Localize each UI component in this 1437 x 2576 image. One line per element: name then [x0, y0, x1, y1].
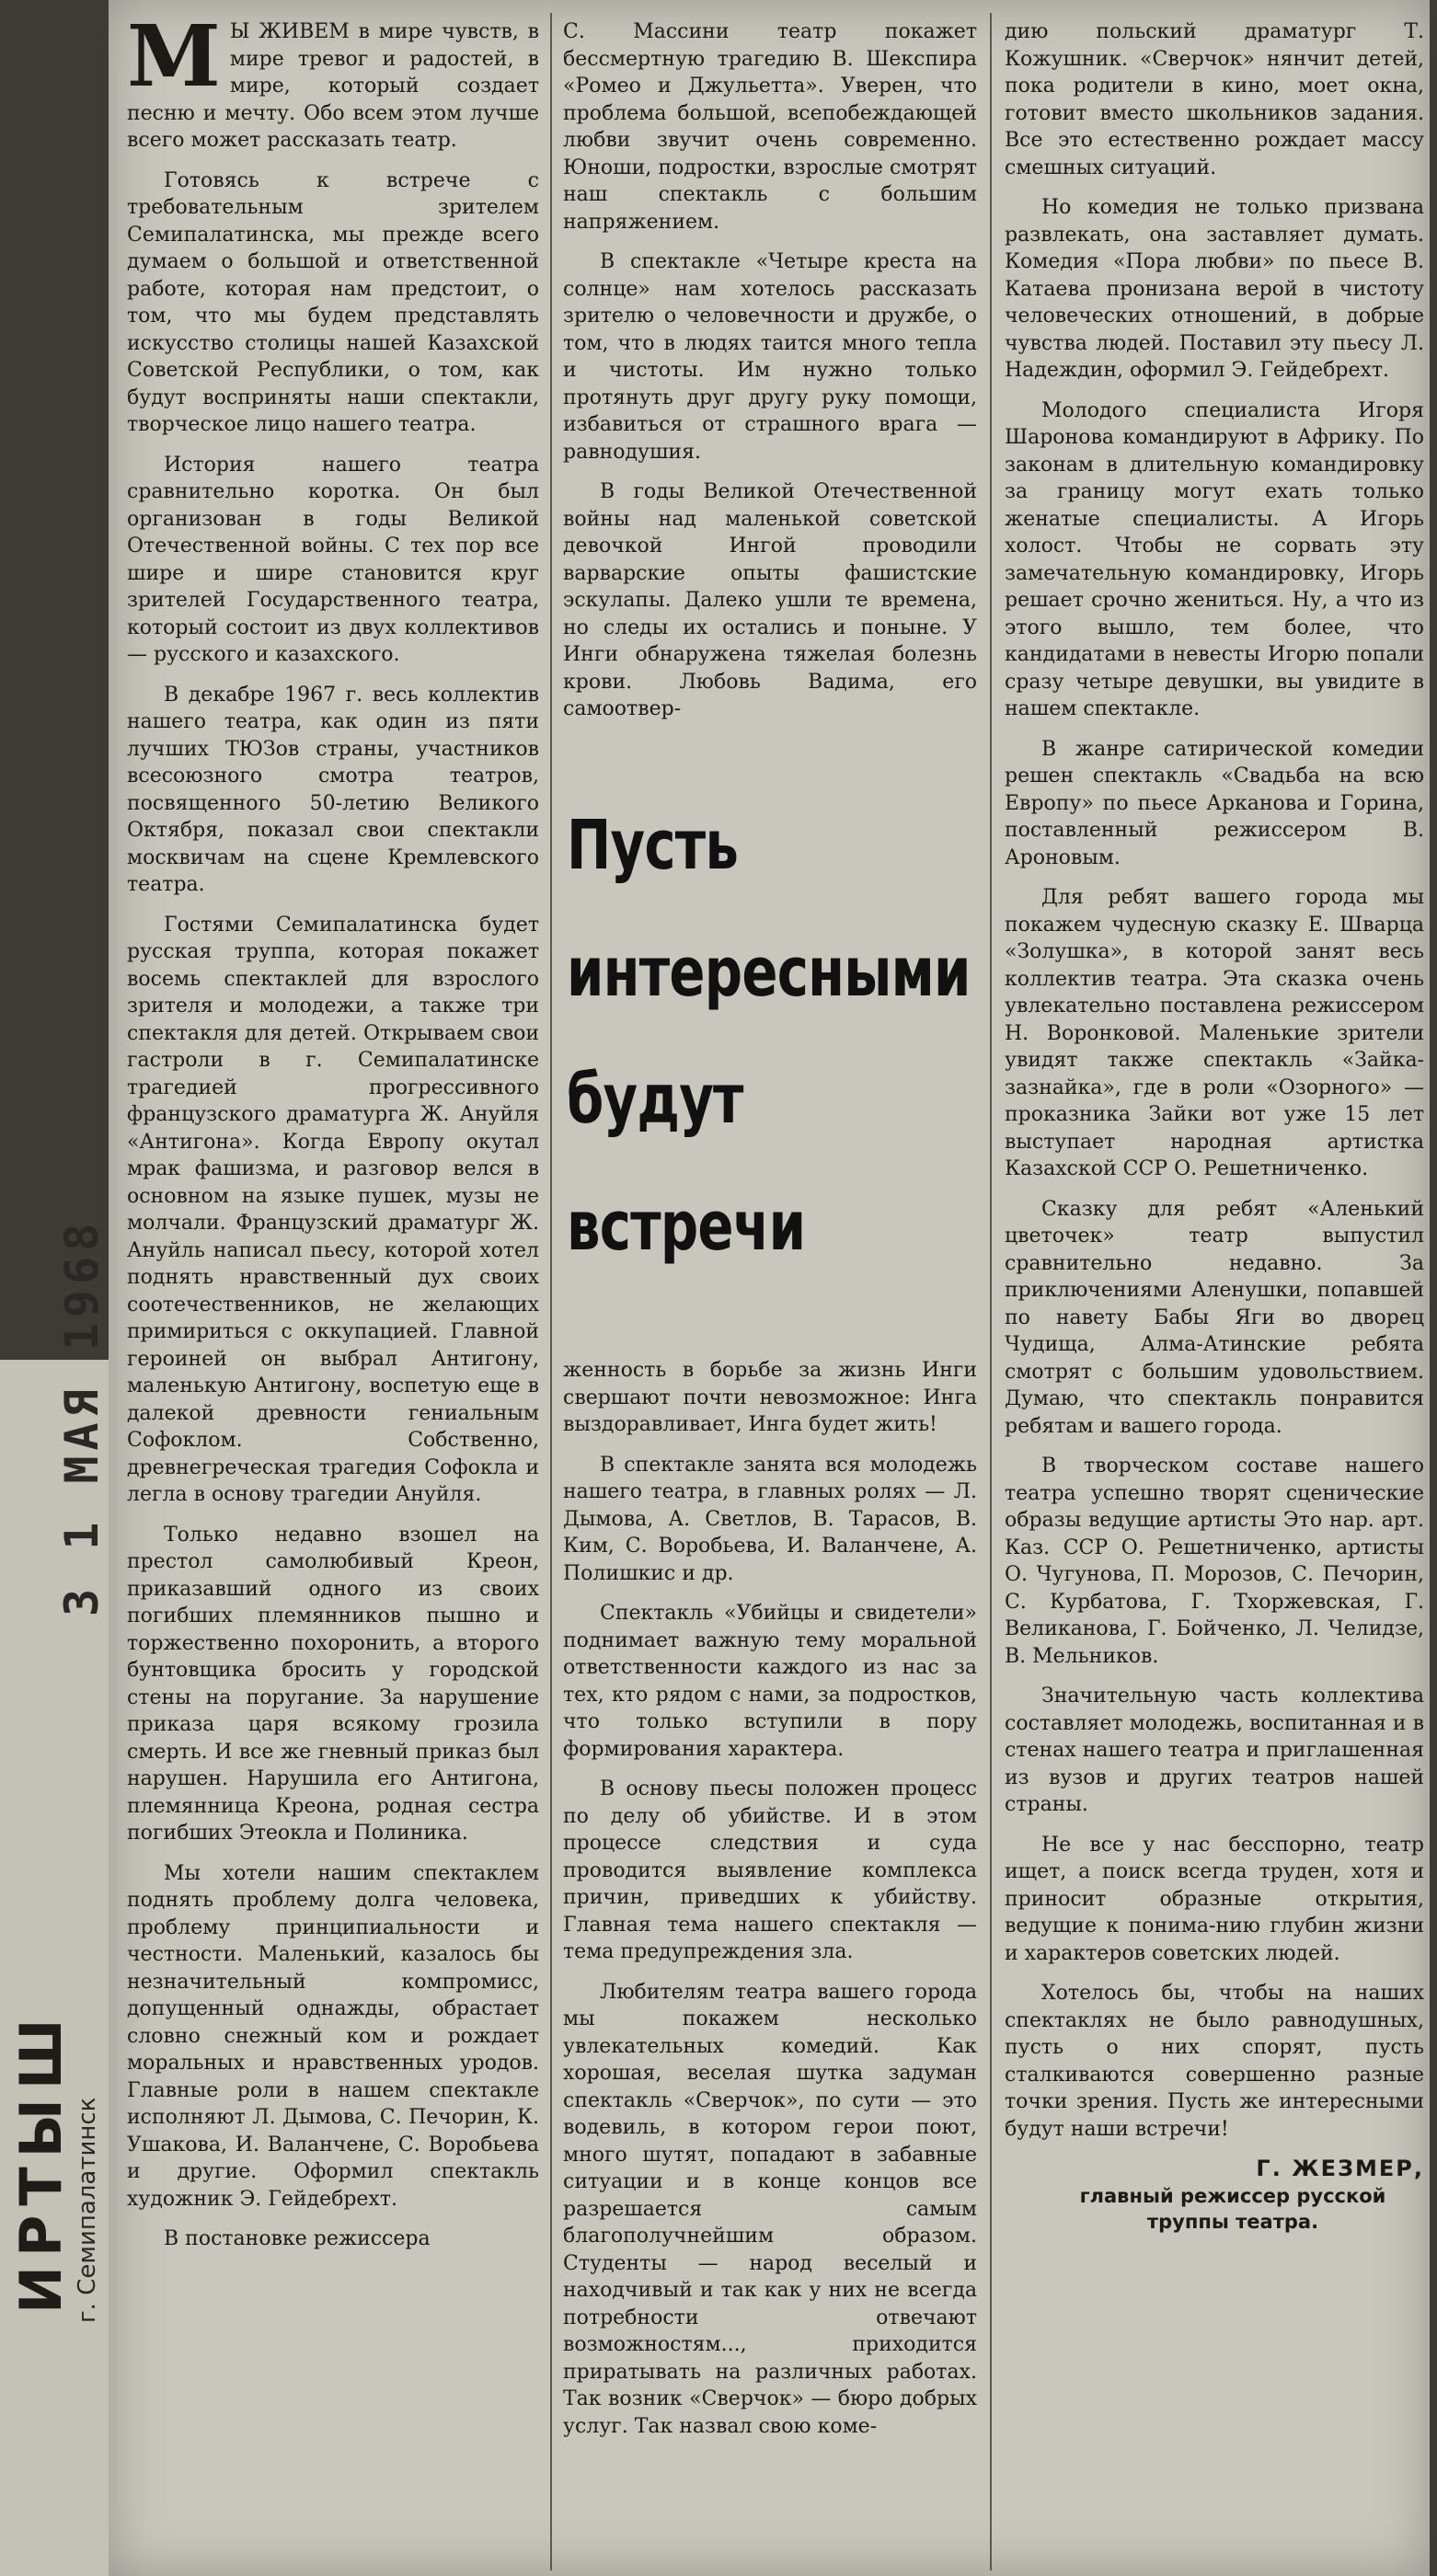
paragraph: В основу пьесы положен процесс по делу об убийстве. И в этом процессе следствия и суда проводится выявление комплекса причин, приведших к убийству. Главная тема нашего спектакля — тема предупреждения зла.	[563, 1777, 977, 1963]
paragraph: В годы Великой Отечественной войны над маленькой советской девочкой Ингой проводили варварские опыты фашистские эскулапы. Далеко ушли те времена, но следы их остались и поныне. У Инги обнаружена тяжелая болезнь крови. Любовь Вадима, его самоотвер-	[563, 480, 977, 720]
paragraph: Любителям театра вашего города мы покажем несколько увлекательных комедий. Как хорошая, веселая шутка задуман спектакль «Сверчок», по сути — это водевиль, в котором герои поют, много шутят, попадают в забавные ситуации и в конце концов все разрешается самым благополучнейшим образом. Студенты — народ веселый и находчивый и так как у них не всегда потребности отвечают возможностям..., приходится приратывать на различных работах. Так возник «Сверчок» — бюро добрых услуг. Так назвал свою коме-	[563, 1980, 977, 2438]
paragraph: Только недавно взошел на престол самолюбивый Креон, приказавший одного из своих погибших племянников пышно и торжественно похоронить, а второго бунтовщика бросить у городской стены на поругание. За нарушение приказа царя всякому грозила смерть. И все же гневный приказ был нарушен. Нарушила его Антигона, племянница Креона, родная сестра погибших Этеокла и Полиника.	[127, 1523, 539, 1845]
paragraph: В постановке режиссера	[164, 2227, 431, 2250]
paragraph: Сказку для ребят «Аленький цветочек» театр выпустил сравнительно недавно. За приключениями Аленушки, попавшей по навету Бабы Яги во дворец Чудища, Алма-Атинские ребята смотрят с большим удовольствием. Думаю, что спектакль понравится ребятам и вашего города.	[1005, 1197, 1424, 1438]
column-rule-right	[990, 13, 992, 2570]
paragraph: С. Массини театр покажет бессмертную трагедию В. Шекспира «Ромео и Джульетта». Уверен, что проблема большой, всепобеждающей любви звучит очень современно. Юноши, подростки, взрослые смотрят наш спектакль с большим напряжением.	[563, 20, 977, 234]
paragraph: В декабре 1967 г. весь коллектив нашего театра, как один из пяти лучших ТЮЗов страны, участников всесоюзного смотра театров, посвященного 50-летию Великого Октября, показал свои спектакли москвичам на сцене Кремлевского театра.	[127, 683, 539, 896]
headline-line: встречи	[567, 1187, 806, 1266]
article-column-2-bottom	[563, 1357, 977, 2453]
paragraph: История нашего театра сравнительно коротка. Он был организован в годы Великой Отечественной войны. С тех пор все шире и шире становится круг зрителей Государственного театра, который состоит из двух коллективов — русского и казахского.	[127, 453, 539, 666]
article-column-3	[1005, 18, 1424, 2235]
paragraph: В спектакле «Четыре креста на солнце» нам хотелось рассказать зрителю о человечности и дружбе, о том, что в людях таится много тепла и чистоты. Им нужно только протянуть друг другу руку помощи, избавиться от страшного врага — равнодушия.	[563, 250, 977, 464]
paragraph: Готовясь к встрече с требовательным зрителем Семипалатинска, мы прежде всего думаем о большой и ответственной работе, которая нам предстоит, о том, что мы будем представлять искусство столицы нашей Казахской Советской Республики, о том, как будут восприняты наши спектакли, творческое лицо нашего театра.	[127, 168, 539, 436]
article-column-2-top	[563, 18, 977, 736]
drop-cap: М	[127, 6, 221, 106]
paragraph: Гостями Семипалатинска будет русская труппа, которая покажет восемь спектаклей для взрослого зрителя и молодежи, а также три спектакля для детей. Открываем свои гастроли в г. Семипалатинске трагедией прогрессивного французского драматурга Ж. Ануйля «Антигона». Когда Европу окутал мрак фашизма, и разговор велся в основном на языке пушек, музы не молчали. Французский драматург Ж. Ануйль написал пьесу, которой хотел поднять нравственный дух своих соотечественников, не желающих примириться с оккупацией. Главной героиней он выбрал Антигону, маленькую Антигону, воспетую еще в далекой древности гениальным Софоклом. Собственно, древнегреческая трагедия Софокла и легла в основу трагедии Ануйля.	[127, 913, 539, 1506]
paragraph: женность в борьбе за жизнь Инги свершают почти невозможное: Инга выздоравливает, Инга будет жить!	[563, 1359, 977, 1436]
stamp-city: г. Семипалатинск	[74, 2097, 101, 2323]
paragraph: Спектакль «Убийцы и свидетели» поднимает важную тему моральной ответственности каждого из нас за тех, кто рядом с нами, за подростков, что только вступили в пору формирования характера.	[563, 1602, 977, 1761]
paragraph: Но комедия не только призвана развлекать, она заставляет думать. Комедия «Пора любви» по пьесе В. Катаева пронизана верой в чистоту человеческих отношений, в добрые чувства людей. Поставил эту пьесу Л. Надеждин, оформил Э. Гейдебрехт.	[1005, 196, 1424, 382]
paragraph: Для ребят вашего города мы покажем чудесную сказку Е. Шварца «Золушка», в которой занят весь коллектив театра. Эта сказка очень увлекательно поставлена режиссером Н. Воронковой. Маленькие зрители увидят также спектакль «Зайка-зазнайка», где в роли «Озорного» — проказника Зайки вот уже 15 лет выступает народная артистка Казахской ССР О. Решетниченко.	[1005, 886, 1424, 1180]
archive-stamp	[7, 1217, 109, 2341]
headline-line: интересными	[567, 933, 971, 1012]
stamp-newspaper-name: ИРТЫШ	[7, 2009, 75, 2314]
paragraph: Мы хотели нашим спектаклем поднять проблему долга человека, проблему принципиальности и честности. Маленький, казалось бы незначительный компромисс, допущенный однажды, обрастает словно снежный ком и рождает моральных и нравственных уродов. Главные роли в нашем спектакле исполняют Л. Дымова, С. Печорин, К. Ушакова, И. Валанчене, С. Воробьева и другие. Оформил спектакль художник Э. Гейдебрехт.	[127, 1861, 539, 2211]
headline-line: будут	[567, 1060, 743, 1139]
paragraph: Молодого специалиста Игоря Шаронова командируют в Африку. По законам в длительную командировку за границу могут ехать только женатые специалисты. А Игорь холост. Чтобы не сорвать эту замечательную командировку, Игорь решает срочно жениться. Ну, а что из этого вышло, тем более, что кандидатами в невесты Игорю попали сразу четыре девушки, вы увидите в нашем спектакле.	[1005, 398, 1424, 720]
paragraph: Не все у нас бесспорно, театр ищет, а поиск всегда труден, хотя и приносит образные открытия, ведущие к понима-нию глубин жизни и характеров советских людей.	[1005, 1833, 1424, 1965]
paragraph: Хотелось бы, чтобы на наших спектаклях не было равнодушных, пусть о них спорят, пусть сталкиваются совершенно разные точки зрения. Пусть же интересными будут наши встречи!	[1005, 1982, 1424, 2141]
headline-line: Пусть	[567, 806, 739, 885]
column-rule-left	[550, 13, 552, 2570]
stamp-date: 3 1 МАЯ 1968	[55, 1217, 109, 1616]
paragraph: В творческом составе нашего театра успешно творят сценические образы ведущие артисты Это нар. арт. Каз. ССР О. Решетниченко, артисты О. Чугунова, П. Морозов, С. Печорин, С. Курбатова, Г. Тхоржевская, Г. Великанова, Г. Бойченко, Л. Челидзе, В. Мельников.	[1005, 1455, 1424, 1668]
paragraph: дию польский драматург Т. Кожушник. «Сверчок» нянчит детей, пока родители в кино, моет окна, готовит вместо школьников задания. Все это естественно рождает массу смешных ситуаций.	[1005, 20, 1424, 179]
author-title: главный режиссер русской труппы театра.	[1079, 2184, 1386, 2233]
paragraph: В жанре сатирической комедии решен спектакль «Свадьба на всю Европу» по пьесе Арканова и Горина, поставленный режиссером В. Ароновым.	[1005, 737, 1424, 869]
author-name: Г. ЖЕЗМЕР,	[1256, 2156, 1424, 2181]
article-headline	[567, 782, 971, 1290]
lead-paragraph: М Ы ЖИВЕМ в мире чувств, в мире тревог и радостей, в мире, который создает песню и мечту. Обо всем этом лучше всего может рассказать театр.	[127, 6, 539, 152]
paragraph: Значительную часть коллектива составляет молодежь, воспитанная и в стенах нашего театра и приглашенная из вузов и других театров нашей страны.	[1005, 1685, 1424, 1816]
article-column-1	[127, 6, 539, 2266]
paragraph: В спектакле занята вся молодежь нашего театра, в главных ролях — Л. Дымова, А. Светлов, В. Тарасов, В. Ким, С. Воробьева, И. Валанчене, А. Полишкис и др.	[563, 1453, 977, 1585]
